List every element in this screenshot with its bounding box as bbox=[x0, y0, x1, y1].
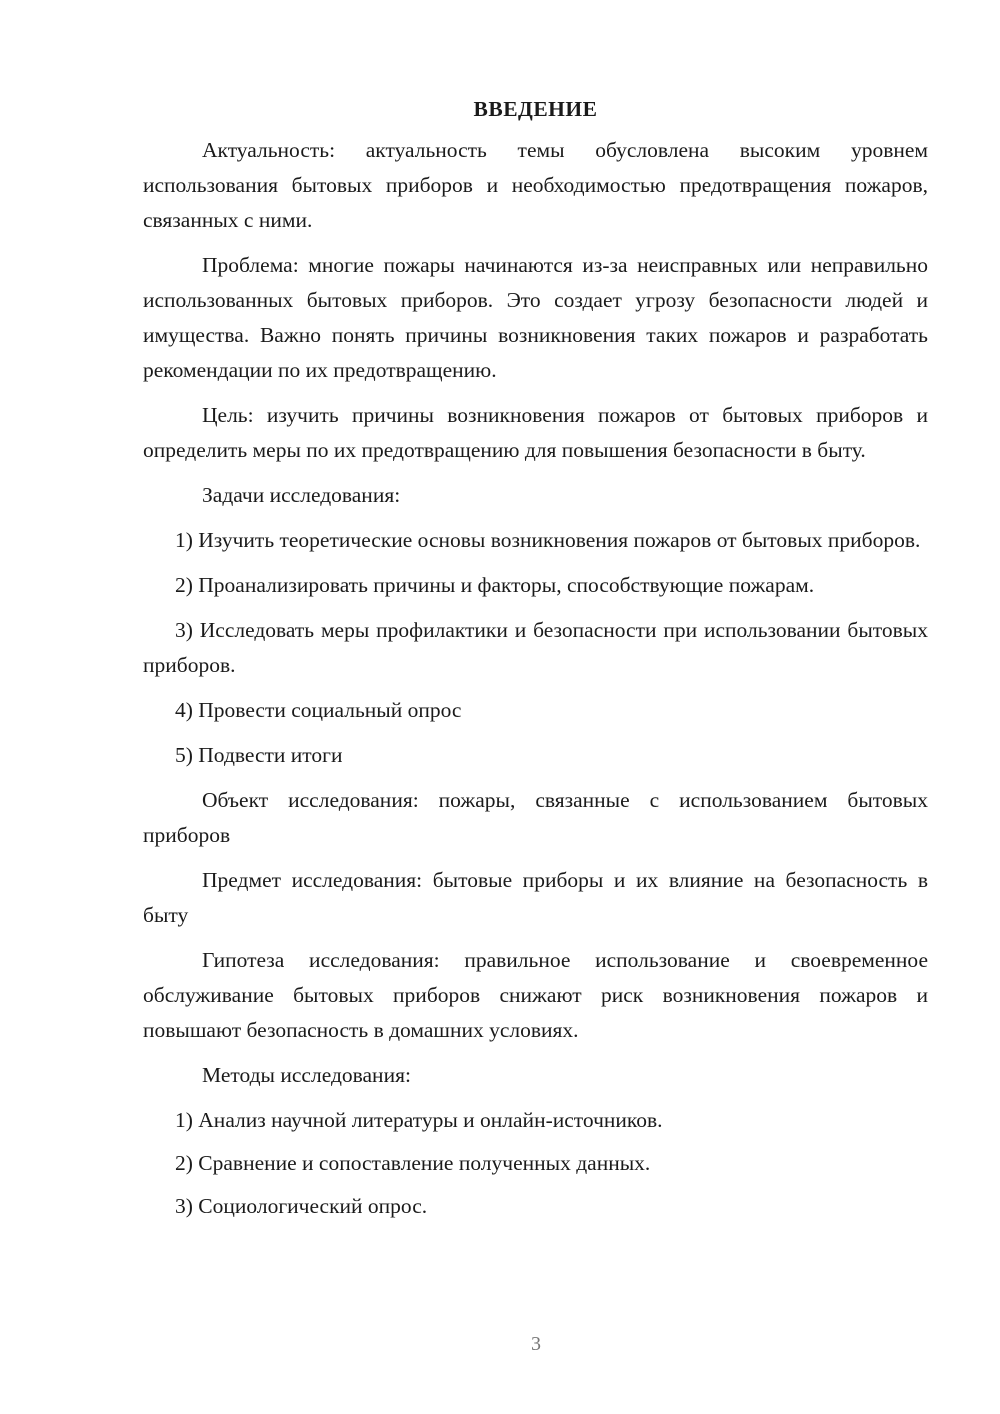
page-content bbox=[143, 92, 928, 1232]
methods-heading: Методы исследования: bbox=[202, 1063, 411, 1087]
paragraph-object: Объект исследования: пожары, связанные с использованием бытовых приборов bbox=[143, 788, 928, 847]
method-item-2: 2) Сравнение и сопоставление полученных данных. bbox=[175, 1151, 651, 1175]
method-item-1: 1) Анализ научной литературы и онлайн-источников. bbox=[175, 1108, 663, 1132]
task-item-4: 4) Провести социальный опрос bbox=[175, 698, 462, 722]
paragraph-hypothesis: Гипотеза исследования: правильное использование и своевременное обслуживание бытовых приборов снижают риск возникновения пожаров и повышают безопасность в домашних условиях. bbox=[143, 948, 928, 1042]
paragraph-goal: Цель: изучить причины возникновения пожаров от бытовых приборов и определить меры по их предотвращению для повышения безопасности в быту. bbox=[143, 403, 928, 462]
task-item-3: 3) Исследовать меры профилактики и безопасности при использовании бытовых приборов. bbox=[143, 618, 928, 677]
paragraph-problem: Проблема: многие пожары начинаются из-за неисправных или неправильно использованных бытовых приборов. Это создает угрозу безопасности людей и имущества. Важно понять причины возникновения таких пожаров и разработать рекомендации по их предотвращению. bbox=[143, 253, 928, 382]
method-item-3: 3) Социологический опрос. bbox=[175, 1194, 428, 1218]
page-title: ВВЕДЕНИЕ bbox=[473, 97, 598, 121]
tasks-heading: Задачи исследования: bbox=[202, 483, 401, 507]
task-item-2: 2) Проанализировать причины и факторы, способствующие пожарам. bbox=[175, 573, 815, 597]
task-item-1: 1) Изучить теоретические основы возникновения пожаров от бытовых приборов. bbox=[175, 528, 921, 552]
paragraph-relevance: Актуальность: актуальность темы обусловлена высоким уровнем использования бытовых приборов и необходимостью предотвращения пожаров, связанных с ними. bbox=[143, 138, 928, 232]
task-item-5: 5) Подвести итоги bbox=[175, 743, 343, 767]
page-number: 3 bbox=[531, 1333, 541, 1355]
paragraph-subject: Предмет исследования: бытовые приборы и их влияние на безопасность в быту bbox=[143, 868, 928, 927]
